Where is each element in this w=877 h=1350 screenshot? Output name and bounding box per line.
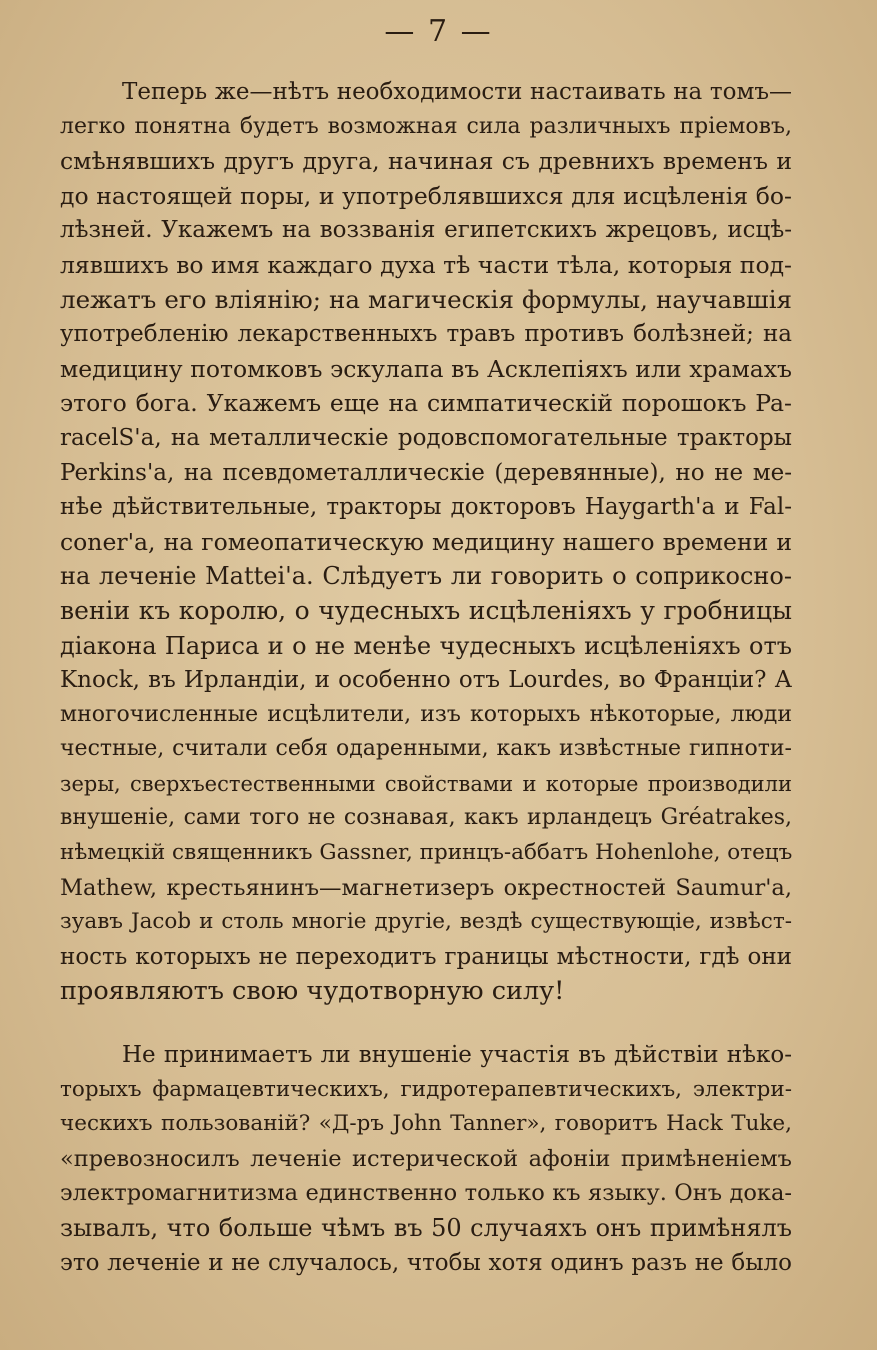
text-line: Теперь же—нѣтъ необходимости настаивать на томъ— xyxy=(122,79,792,105)
text-line: лявшихъ во имя каждаго духа тѣ части тѣла, которыя под- xyxy=(60,250,792,279)
text-line: Mathew, крестьянинъ—магнетизеръ окрестностей Saumur'а, xyxy=(60,874,792,901)
text-line: смѣнявшихъ другъ друга, начиная съ древнихъ временъ и xyxy=(60,147,792,176)
text-line: внушеніе, сами того не сознавая, какъ ирландецъ Gréatrakes, xyxy=(60,805,792,831)
text-line: Не принимаетъ ли внушеніе участія въ дѣйствіи нѣко- xyxy=(122,1042,792,1068)
text-line: лежатъ его вліянію; на магическія формулы, научавшія xyxy=(60,284,792,314)
text-line: этого бога. Укажемъ еще на симпатическій порошокъ Pa- xyxy=(60,389,792,418)
paragraph-2 xyxy=(60,1038,792,1280)
page-number: — 7 — xyxy=(384,14,493,49)
text-line: легко понятна будетъ возможная сила различныхъ пріемовъ, xyxy=(60,113,792,139)
text-line: многочисленные исцѣлители, изъ которыхъ нѣкоторые, люди xyxy=(60,701,792,727)
text-line: торыхъ фармацевтическихъ, гидротерапевтическихъ, электри- xyxy=(60,1076,792,1102)
text-line: употребленію лекарственныхъ травъ противъ болѣзней; на xyxy=(60,321,792,348)
text-line: зеры, сверхъестественными свойствами и которые производили xyxy=(60,771,792,796)
text-line: діакона Париса и о не менѣе чудесныхъ исцѣленіяхъ отъ xyxy=(60,631,792,660)
text-line: медицину потомковъ эскулапа въ Асклепіяхъ или храмахъ xyxy=(60,354,792,383)
text-line: coner'а, на гомеопатическую медицину нашего времени и xyxy=(60,527,792,556)
text-line: электромагнитизма единственно только къ языку. Онъ дока- xyxy=(60,1180,792,1207)
text-line: проявляютъ свою чудотворную силу! xyxy=(60,976,565,1007)
text-line: Knock, въ Ирландіи, и особенно отъ Lourdes, во Франціи? А xyxy=(60,667,792,694)
text-line: на леченіе Mattei'а. Слѣдуетъ ли говорить о соприкосно- xyxy=(60,562,792,591)
text-line: честные, считали себя одаренными, какъ извѣстные гипноти- xyxy=(60,736,792,762)
text-line: Perkins'а, на псевдометаллическіе (деревянные), но не ме- xyxy=(60,459,792,486)
text-line: лѣзней. Укажемъ на воззванія египетскихъ жрецовъ, исцѣ- xyxy=(60,217,792,244)
text-line: это леченіе и не случалось, чтобы хотя одинъ разъ не было xyxy=(60,1249,792,1276)
text-line: зывалъ, что больше чѣмъ въ 50 случаяхъ онъ примѣнялъ xyxy=(60,1213,792,1242)
text-line: нѣе дѣйствительные, тракторы докторовъ Haygarth'а и Fal- xyxy=(60,494,792,521)
text-line: ность которыхъ не переходитъ границы мѣстности, гдѣ они xyxy=(60,943,792,970)
text-line: зуавъ Jacob и столь многіе другіе, вездѣ существующіе, извѣст- xyxy=(60,909,792,935)
text-line: нѣмецкій священникъ Gassner, принцъ-аббатъ Hohenlohe, отецъ xyxy=(60,840,793,866)
text-line: веніи къ королю, о чудесныхъ исцѣленіяхъ у гробницы xyxy=(60,595,792,625)
text-line: ческихъ пользованій? «Д-ръ John Tanner», говоритъ Hack Tuke, xyxy=(60,1111,792,1137)
text-line: «превозносилъ леченіе истерической афоніи примѣненіемъ xyxy=(60,1145,792,1172)
text-line: до настоящей поры, и употреблявшихся для исцѣленія бо- xyxy=(60,181,792,210)
paragraph-1 xyxy=(60,75,792,1009)
text-line: racelS'а, на металлическіе родовспомогательные тракторы xyxy=(60,424,792,451)
